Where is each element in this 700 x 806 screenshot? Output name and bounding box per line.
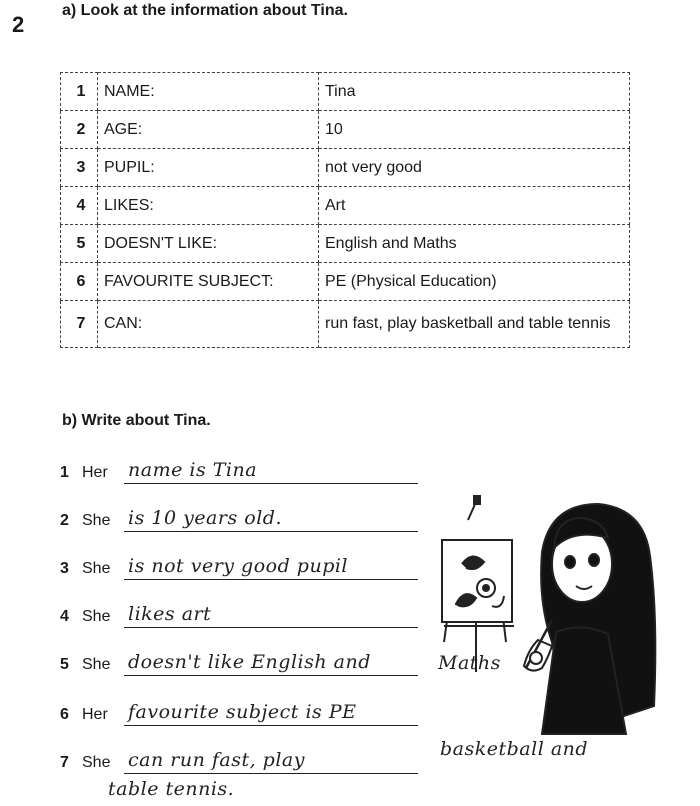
answer-field[interactable]: can run fast, play [124,749,418,774]
exercise-number: 2 [12,12,25,37]
table-row [61,187,630,225]
row-value: English and Maths [319,225,630,263]
answer-continuation: Maths [438,652,501,674]
row-label: CAN: [98,301,319,348]
table-row [61,149,630,187]
sentence-lead: She [82,754,111,771]
answer-field[interactable]: is 10 years old. [124,507,418,532]
sentence-lead: She [82,560,111,577]
row-value: Tina [319,73,630,111]
info-table [60,72,630,348]
table-row [61,73,630,111]
sentence-lead: Her [82,464,108,481]
row-label: LIKES: [98,187,319,225]
instruction-part-a: a) Look at the information about Tina. [62,2,348,19]
table-row [61,111,630,149]
row-value: not very good [319,149,630,187]
answer-continuation: basketball and [440,738,589,760]
sentence-lead: Her [82,706,108,723]
row-number: 1 [61,73,98,111]
sentence-number: 2 [60,512,69,529]
sentence-number: 7 [60,754,69,771]
answer-continuation: table tennis. [108,778,235,800]
sentence-number: 1 [60,464,69,481]
row-number: 3 [61,149,98,187]
row-number: 2 [61,111,98,149]
row-label: AGE: [98,111,319,149]
answer-field[interactable]: favourite subject is PE [124,701,418,726]
sentence-lead: She [82,608,111,625]
sentence-number: 5 [60,656,69,673]
row-value: PE (Physical Education) [319,263,630,301]
row-value: 10 [319,111,630,149]
row-number: 7 [61,301,98,348]
row-number: 5 [61,225,98,263]
girl-figure [524,504,655,734]
table-row [61,263,630,301]
row-label: DOESN'T LIKE: [98,225,319,263]
answer-field[interactable]: doesn't like English and [124,651,418,676]
sentence-lead: She [82,512,111,529]
table-row [61,225,630,263]
row-label: FAVOURITE SUBJECT: [98,263,319,301]
sentence-lead: She [82,656,111,673]
answer-field[interactable]: likes art [124,603,418,628]
easel-icon [442,496,514,672]
row-number: 6 [61,263,98,301]
sentence-number: 6 [60,706,69,723]
row-value: run fast, play basketball and table tennis [319,301,630,348]
row-number: 4 [61,187,98,225]
answer-field[interactable]: name is Tina [124,459,418,484]
row-label: NAME: [98,73,319,111]
row-value: Art [319,187,630,225]
girl-painting-illustration [430,492,660,762]
table-row [61,301,630,348]
sentence-number: 3 [60,560,69,577]
sentence-number: 4 [60,608,69,625]
instruction-part-b: b) Write about Tina. [62,412,211,429]
answer-field[interactable]: is not very good pupil [124,555,418,580]
row-label: PUPIL: [98,149,319,187]
